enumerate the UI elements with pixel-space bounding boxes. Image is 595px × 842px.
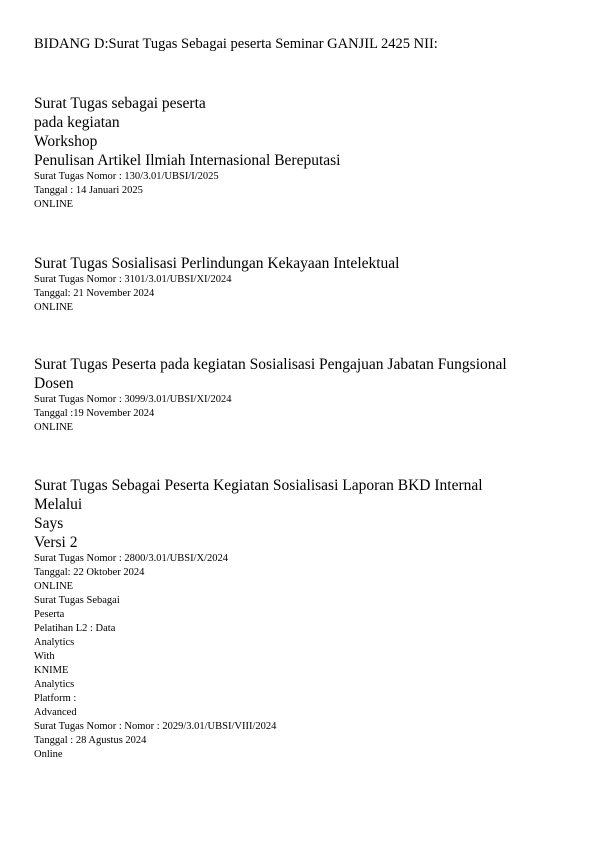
entry-detail-line: Surat Tugas Nomor : Nomor : 2029/3.01/UBSI/VIII/2024 — [34, 721, 277, 732]
entry-detail-line: KNIME — [34, 665, 69, 676]
entry-detail-line: ONLINE — [34, 581, 74, 592]
entry-detail-line: Platform : — [34, 693, 77, 704]
entry-detail-line: Tanggal : 28 Agustus 2024 — [34, 735, 147, 746]
entry-number: Surat Tugas Nomor : 3099/3.01/UBSI/XI/2024 — [34, 394, 232, 405]
entry-date: Tanggal : 14 Januari 2025 — [34, 185, 143, 196]
entry-sosialisasi-bkd — [34, 476, 483, 762]
entry-date: Tanggal: 21 November 2024 — [34, 288, 155, 299]
entry-title-line: Says — [34, 515, 64, 532]
entry-date: Tanggal :19 November 2024 — [34, 408, 155, 419]
entry-detail-line: Pelatihan L2 : Data — [34, 623, 116, 634]
entry-detail-line: Surat Tugas Sebagai — [34, 595, 120, 606]
entry-mode: ONLINE — [34, 302, 74, 313]
entry-sosialisasi-jabfung — [34, 355, 507, 435]
entry-title-line: Surat Tugas Sosialisasi Perlindungan Kekayaan Intelektual — [34, 255, 400, 272]
entry-title-line: Penulisan Artikel Ilmiah Internasional Bereputasi — [34, 152, 341, 169]
entry-title-line: Surat Tugas sebagai peserta — [34, 95, 206, 112]
entry-detail-line: Peserta — [34, 609, 65, 620]
entry-detail-line: Analytics — [34, 637, 75, 648]
entry-mode: ONLINE — [34, 199, 74, 210]
entry-title-line: Workshop — [34, 133, 98, 150]
entry-detail-line: With — [34, 651, 55, 662]
entry-detail-line: Online — [34, 749, 63, 760]
entry-mode: ONLINE — [34, 422, 74, 433]
entry-workshop-artikel — [34, 94, 340, 212]
entry-title-line: Melalui — [34, 496, 83, 513]
entry-title-line: Surat Tugas Peserta pada kegiatan Sosialisasi Pengajuan Jabatan Fungsional — [34, 356, 507, 373]
entry-detail-line: Advanced — [34, 707, 77, 718]
entry-title-line: Surat Tugas Sebagai Peserta Kegiatan Sosialisasi Laporan BKD Internal — [34, 477, 483, 494]
page-heading: BIDANG D:Surat Tugas Sebagai peserta Seminar GANJIL 2425 NII: — [34, 36, 438, 52]
entry-number: Surat Tugas Nomor : 3101/3.01/UBSI/XI/2024 — [34, 274, 232, 285]
entry-title-line: Versi 2 — [34, 534, 78, 551]
entry-detail-line: Surat Tugas Nomor : 2800/3.01/UBSI/X/2024 — [34, 553, 228, 564]
entry-title-line: Dosen — [34, 375, 74, 392]
entry-detail-line: Analytics — [34, 679, 75, 690]
entry-number: Surat Tugas Nomor : 130/3.01/UBSI/I/2025 — [34, 171, 219, 182]
entry-sosialisasi-hki — [34, 254, 400, 315]
entry-detail-line: Tanggal: 22 Oktober 2024 — [34, 567, 145, 578]
entry-title-line: pada kegiatan — [34, 114, 120, 131]
